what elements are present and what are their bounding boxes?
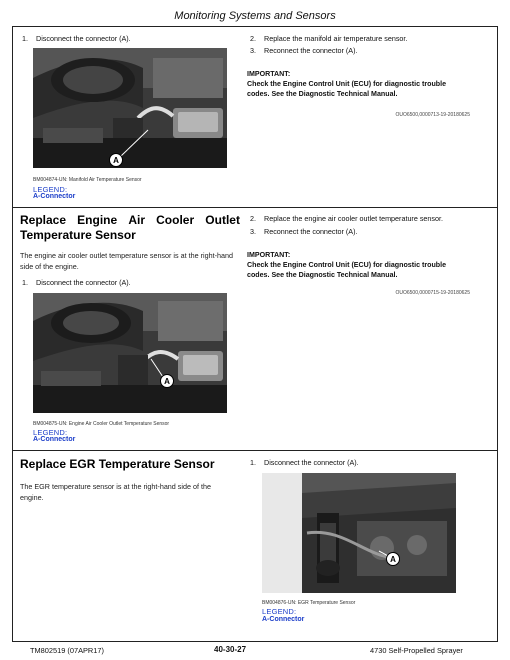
step-number: 2. [250,34,256,43]
step-text: Disconnect the connector (A). [36,278,131,287]
important-line: codes. See the Diagnostic Technical Manual. [247,271,398,279]
s1-step-2 [250,33,407,45]
title-word: Engine [77,213,118,227]
intro-line: The EGR temperature sensor is at the right-hand side of the [20,482,211,491]
s2-doc-code: OUO6500,0000715-19-20180625 [395,290,470,296]
step-number: 1. [22,34,28,43]
s2-step-2 [250,213,443,225]
title-word: Cooler [156,213,195,227]
callout-a: A [390,555,396,564]
section-divider-1 [12,207,498,208]
s3-intro [20,481,240,503]
step-text: Reconnect the connector (A). [264,227,358,236]
s2-title-line-1 [20,213,240,228]
step-text: Replace the manifold air temperature sensor. [264,34,408,43]
step-number: 2. [250,214,256,223]
important-title: IMPORTANT: [247,70,291,78]
footer-rule [12,641,498,642]
step-text: Replace the engine air cooler outlet temperature sensor. [264,214,443,223]
intro-line: The engine air cooler outlet temperature sensor is at the right-hand [20,251,233,260]
intro-line: engine. [20,493,44,502]
important-line: codes. See the Diagnostic Technical Manual. [247,90,398,98]
s1-doc-code: OUO6500,0000713-19-20180625 [395,112,470,118]
engine-air-cooler-outlet-temperature-sensor-photo [33,293,227,413]
s3-legend-title: LEGEND: [262,607,297,616]
title-word: Replace [20,213,67,227]
important-line: Check the Engine Control Unit (ECU) for diagnostic trouble [247,261,447,269]
s3-section-title: Replace EGR Temperature Sensor [20,457,215,471]
step-number: 3. [250,46,256,55]
right-border [497,26,498,642]
s2-title-line-2: Temperature Sensor [20,228,136,242]
s1-step-1 [22,33,131,45]
important-title: IMPORTANT: [247,251,291,259]
page-header-title: Monitoring Systems and Sensors [174,10,336,22]
title-word: Outlet [205,213,240,227]
s2-caption: BM004875-UN: Engine Air Cooler Outlet Temperature Sensor [33,421,170,427]
title-word: Air [128,213,145,227]
footer-doc-id: TM802519 (07APR17) [30,646,104,655]
callout-a: A [164,377,170,386]
step-text: Reconnect the connector (A). [264,46,358,55]
step-number: 1. [250,458,256,467]
s2-step-3 [250,226,358,238]
callout-a: A [113,156,119,165]
s3-caption: BM004876-UN: EGR Temperature Sensor [262,600,356,606]
manifold-air-temperature-sensor-photo [33,48,227,168]
s1-important-note [247,69,472,99]
s2-step-1 [22,277,131,289]
s2-legend-item: A-Connector [33,436,76,443]
s2-section-title [20,213,240,243]
s1-step-3 [250,45,358,57]
step-number: 3. [250,227,256,236]
footer-page-number: 40-30-27 [214,645,247,654]
s2-legend-title: LEGEND: [33,428,68,437]
s2-intro [20,250,242,272]
s1-caption: BM004874-UN: Manifold Air Temperature Sensor [33,177,142,183]
step-number: 1. [22,278,28,287]
egr-temperature-sensor-photo [262,473,456,593]
left-border [12,26,13,642]
footer-product-name: 4730 Self-Propelled Sprayer [370,646,463,655]
step-text: Disconnect the connector (A). [36,34,131,43]
intro-line: side of the engine. [20,262,79,271]
step-text: Disconnect the connector (A). [264,458,359,467]
s2-important-note [247,250,472,280]
s3-legend-item: A-Connector [262,616,305,623]
s3-step-1 [250,457,359,469]
section-divider-2 [12,450,498,451]
important-line: Check the Engine Control Unit (ECU) for diagnostic trouble [247,80,447,88]
header-rule [12,26,498,27]
s1-legend-item: A-Connector [33,193,76,200]
s1-legend-title: LEGEND: [33,185,68,194]
